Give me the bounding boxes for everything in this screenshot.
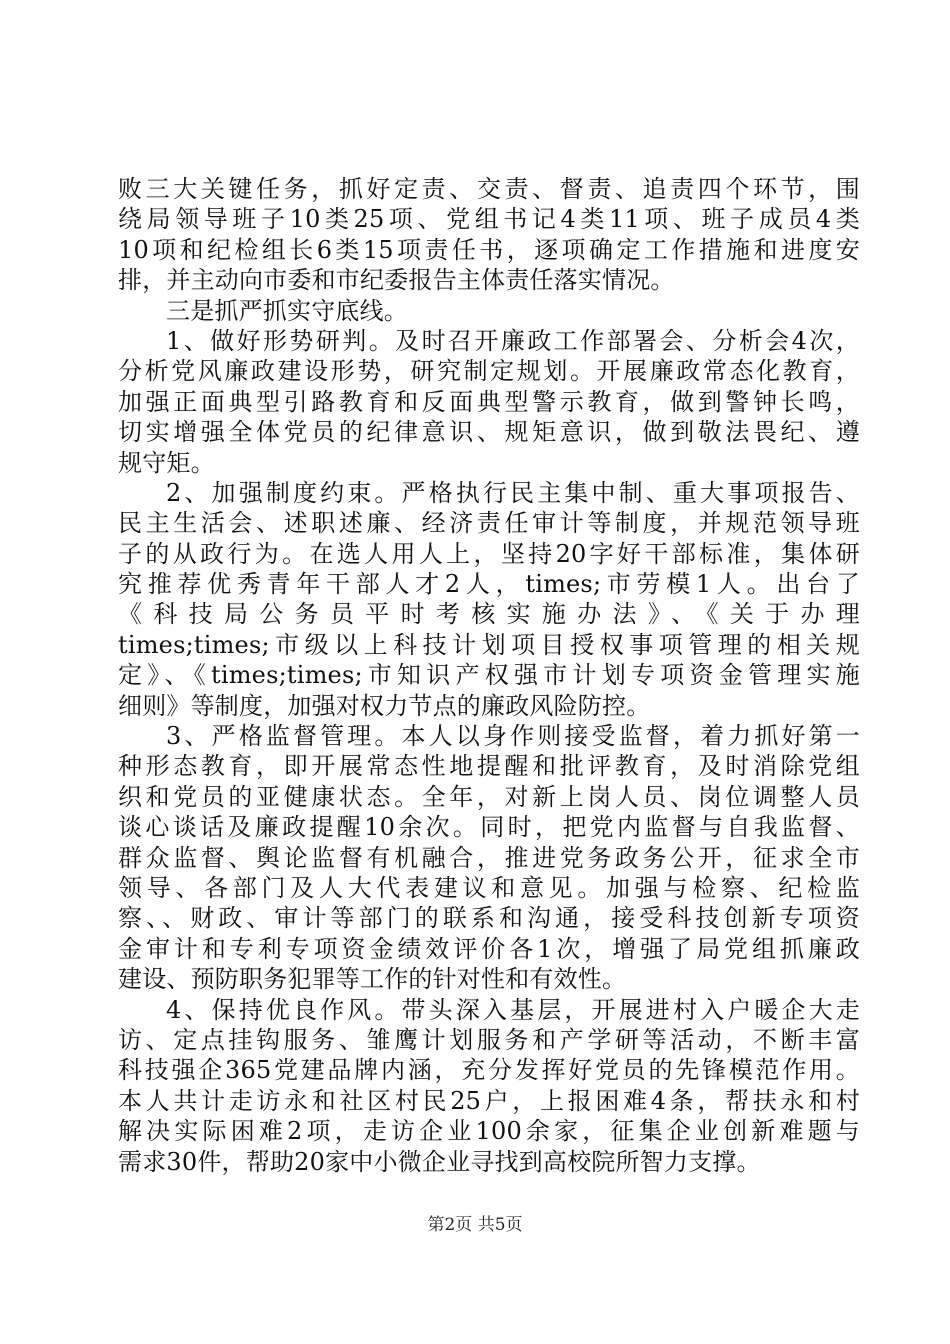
text-line: 访、定点挂钩服务、雏鹰计划服务和产学研等活动，不断丰富 [118, 1025, 860, 1054]
text-line: 《科技局公务员平时考核实施办法》、《关于办理 [118, 600, 860, 629]
paragraph-start: 3、严格监督管理。本人以身作则接受监督，着力抓好第一 [166, 722, 860, 751]
document-body [118, 174, 860, 1177]
text-line: 织和党员的亚健康状态。全年，对新上岗人员、岗位调整人员 [118, 782, 860, 811]
text-line: 谈心谈话及廉政提醒10余次。同时，把党内监督与自我监督、 [118, 813, 860, 842]
text-line: 解决实际困难2项，走访企业100余家，征集企业创新难题与 [118, 1117, 860, 1146]
text-line: 定》、《times;times;市知识产权强市计划专项资金管理实施 [118, 661, 860, 690]
text-line: 种形态教育，即开展常态性地提醒和批评教育，及时消除党组 [118, 752, 860, 781]
text-line: 切实增强全体党员的纪律意识、规矩意识，做到敬法畏纪、遵 [118, 418, 860, 447]
text-line: 10项和纪检组长6类15项责任书，逐项确定工作措施和进度安 [118, 235, 860, 264]
text-line: 排，并主动向市委和市纪委报告主体责任落实情况。 [118, 266, 675, 295]
paragraph-start: 2、加强制度约束。严格执行民主集中制、重大事项报告、 [166, 478, 860, 507]
text-line: 领导、各部门及人大代表建议和意见。加强与检察、纪检监 [118, 873, 860, 902]
text-line: 金审计和专利专项资金绩效评价各1次，增强了局党组抓廉政 [118, 934, 860, 963]
text-line: 察、、财政、审计等部门的联系和沟通，接受科技创新专项资 [118, 904, 860, 933]
text-line: 规守矩。 [118, 448, 215, 477]
text-line: 建设、预防职务犯罪等工作的针对性和有效性。 [118, 965, 627, 994]
page-number: 第2页 共5页 [427, 1215, 523, 1235]
text-line: times;times;市级以上科技计划项目授权事项管理的相关规 [118, 630, 860, 659]
text-line: 加强正面典型引路教育和反面典型警示教育，做到警钟长鸣， [118, 387, 860, 416]
text-line: 败三大关键任务，抓好定责、交责、督责、追责四个环节，围 [118, 175, 860, 203]
text-line: 民主生活会、述职述廉、经济责任审计等制度，并规范领导班 [118, 509, 860, 538]
text-line: 子的从政行为。在选人用人上，坚持20字好干部标准，集体研 [118, 539, 860, 568]
text-line: 绕局领导班子10类25项、党组书记4类11项、班子成员4类 [118, 205, 860, 234]
text-line: 群众监督、舆论监督有机融合，推进党务政务公开，征求全市 [118, 843, 860, 872]
text-line: 科技强企365党建品牌内涵，充分发挥好党员的先锋模范作用。 [118, 1056, 860, 1085]
section-heading: 三是抓严抓实守底线。 [166, 296, 408, 325]
text-line: 细则》等制度，加强对权力节点的廉政风险防控。 [118, 691, 651, 720]
paragraph-start: 1、做好形势研判。及时召开廉政工作部署会、分析会4次， [166, 326, 860, 355]
text-line: 分析党风廉政建设形势，研究制定规划。开展廉政常态化教育， [118, 357, 860, 386]
text-line: 本人共计走访永和社区村民25户，上报困难4条，帮扶永和村 [118, 1086, 860, 1115]
text-line: 究推荐优秀青年干部人才2人，times;市劳模1人。出台了 [118, 570, 860, 599]
text-line: 需求30件，帮助20家中小微企业寻找到高校院所智力支撑。 [118, 1147, 761, 1176]
paragraph-start: 4、保持优良作风。带头深入基层，开展进村入户暖企大走 [166, 995, 860, 1024]
